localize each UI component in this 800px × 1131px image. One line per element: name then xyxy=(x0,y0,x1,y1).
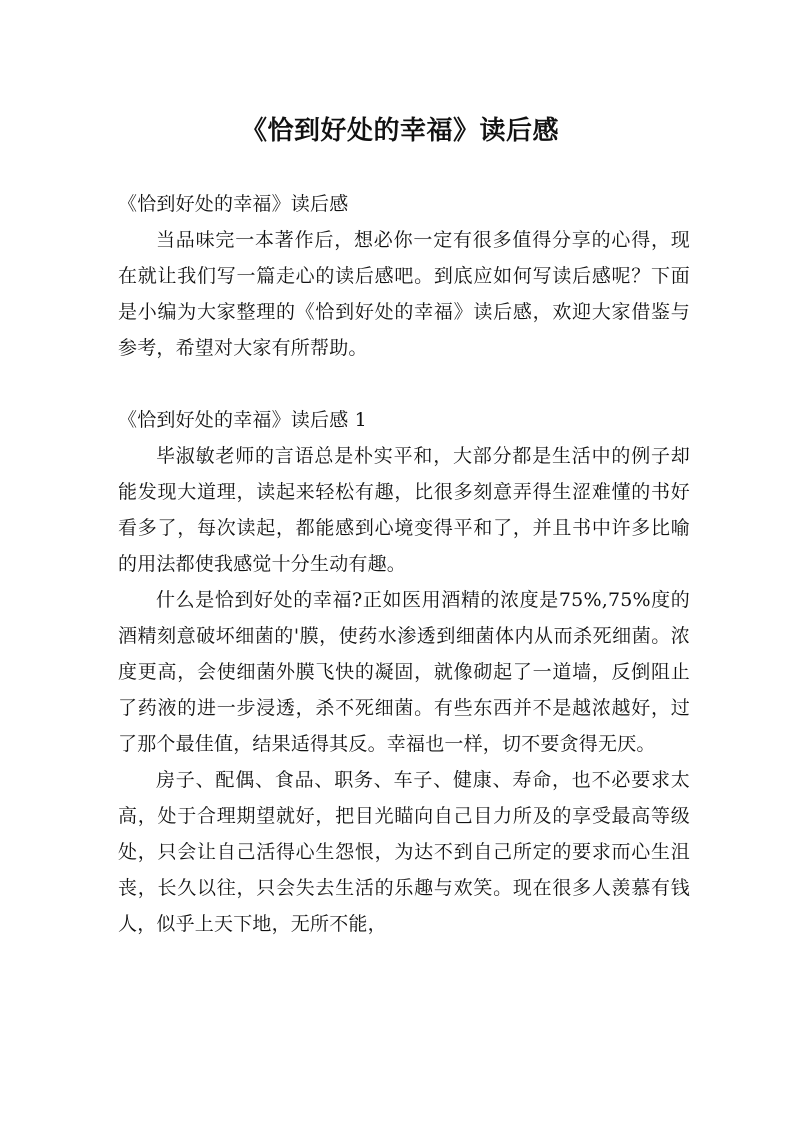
section-1-heading: 《恰到好处的幸福》读后感 1 xyxy=(118,409,367,431)
document-body xyxy=(118,186,690,942)
intro-paragraph: 当品味完一本著作后，想必你一定有很多值得分享的心得，现在就让我们写一篇走心的读后感吧。到底应如何写读后感呢？下面是小编为大家整理的《恰到好处的幸福》读后感，欢迎大家借鉴与参考，希望对大家有所帮助。 xyxy=(118,229,690,359)
intro-heading: 《恰到好处的幸福》读后感 xyxy=(118,193,349,215)
section-1-paragraph-3: 房子、配偶、食品、职务、车子、健康、寿命，也不必要求太高，处于合理期望就好，把目光瞄向自己目力所及的享受最高等级处，只会让自己活得心生怨恨，为达不到自己所定的要求而心生沮丧，长久以往，只会失去生活的乐趣与欢笑。现在很多人羡慕有钱人，似乎上天下地，无所不能， xyxy=(118,769,690,935)
section-1-paragraph-2: 什么是恰到好处的幸福?正如医用酒精的浓度是75%,75%度的酒精刻意破坏细菌的'膜，使药水渗透到细菌体内从而杀死细菌。浓度更高，会使细菌外膜飞快的凝固，就像砌起了一道墙，反倒阻止了药液的进一步浸透，杀不死细菌。有些东西并不是越浓越好，过了那个最佳值，结果适得其反。幸福也一样，切不要贪得无厌。 xyxy=(118,589,690,755)
document-title: 《恰到好处的幸福》读后感 xyxy=(240,116,559,147)
section-1-paragraph-1: 毕淑敏老师的言语总是朴实平和，大部分都是生活中的例子却能发现大道理，读起来轻松有趣，比很多刻意弄得生涩难懂的书好看多了，每次读起，都能感到心境变得平和了，并且书中许多比喻的用法都使我感觉十分生动有趣。 xyxy=(118,445,690,575)
